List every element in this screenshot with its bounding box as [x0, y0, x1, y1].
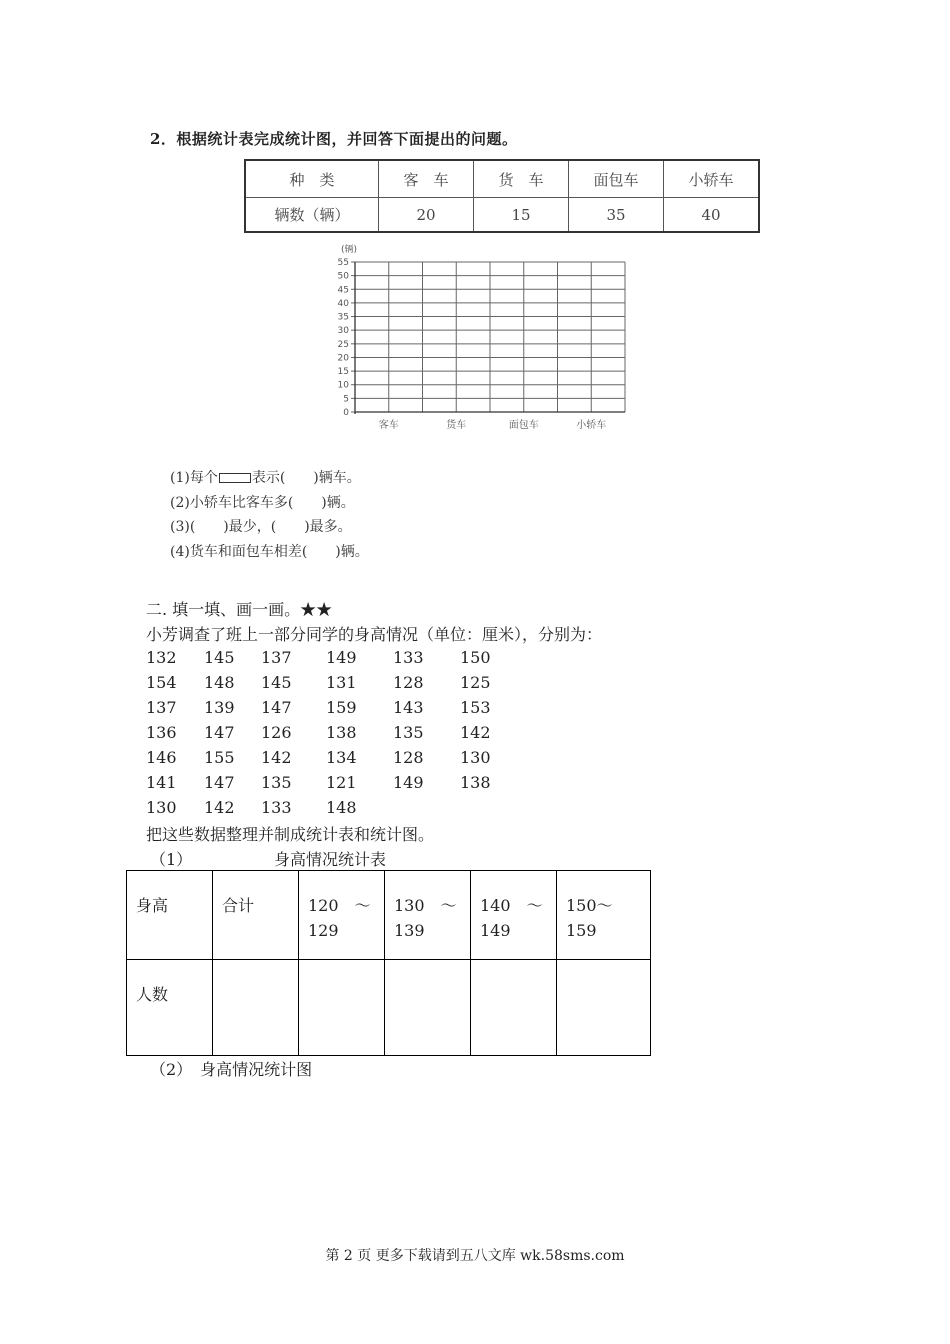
- section-2-intro: 小芳调查了班上一部分同学的身高情况（单位：厘米），分别为：: [146, 625, 603, 644]
- height-value: 138: [460, 773, 491, 792]
- height-value: 131: [326, 673, 357, 692]
- height-table-cell: 120 ～129: [299, 871, 385, 960]
- height-table-cell: 130 ～139: [385, 871, 471, 960]
- height-table-cell: 合计: [213, 871, 299, 960]
- y-tick-label: 55: [337, 258, 349, 268]
- question-2-title: 2．根据统计表完成统计图，并回答下面提出的问题。: [150, 130, 518, 148]
- vehicle-table-cell: 面包车: [569, 160, 664, 198]
- height-table-input-cell[interactable]: [299, 960, 385, 1056]
- question-1-suffix: 表示( )辆车。: [251, 470, 361, 486]
- height-value: 153: [460, 698, 491, 717]
- y-axis-unit-label: (辆): [341, 245, 358, 255]
- height-value: 146: [146, 748, 177, 767]
- y-tick-label: 0: [343, 408, 349, 418]
- vehicle-table-cell: 35: [569, 198, 664, 233]
- height-table-cell: 150～159: [557, 871, 651, 960]
- height-value: 154: [146, 673, 177, 692]
- height-value: 133: [261, 798, 292, 817]
- height-value: 125: [460, 673, 491, 692]
- height-stats-table: [126, 870, 651, 1056]
- height-value: 145: [204, 648, 235, 667]
- vehicle-table-count-row: [245, 198, 759, 233]
- vehicle-table-cell: 货 车: [474, 160, 569, 198]
- height-value: 149: [326, 648, 357, 667]
- question-list: [170, 466, 369, 564]
- height-value: 135: [261, 773, 292, 792]
- vehicle-table-cell: 20: [379, 198, 474, 233]
- chart-canvas: [320, 240, 640, 440]
- height-value: 133: [393, 648, 424, 667]
- page-footer: 第 2 页 更多下载请到五八文库 wk.58sms.com: [325, 1248, 625, 1264]
- part-1-title: 身高情况统计表: [274, 850, 387, 869]
- height-table-input-cell[interactable]: [471, 960, 557, 1056]
- height-value: 134: [326, 748, 357, 767]
- height-value: 147: [261, 698, 292, 717]
- height-table-count-row: [127, 960, 651, 1056]
- grid-cell-box-icon: [219, 473, 251, 483]
- part-2-label: （2） 身高情况统计图: [150, 1060, 313, 1079]
- question-4: (4)货车和面包车相差( )辆。: [170, 543, 369, 560]
- height-value: 148: [204, 673, 235, 692]
- y-tick-label: 35: [337, 312, 349, 323]
- section-2-heading: 二. 填一填、画一画。★★: [146, 600, 333, 619]
- y-tick-label: 25: [337, 339, 349, 350]
- question-2: (2)小轿车比客车多( )辆。: [170, 494, 355, 511]
- x-category-label: 小轿车: [576, 420, 607, 431]
- x-category-label: 面包车: [508, 420, 539, 431]
- height-value: 137: [261, 648, 292, 667]
- vehicle-table-cell: 小轿车: [664, 160, 760, 198]
- height-value: 126: [261, 723, 292, 742]
- y-tick-label: 30: [337, 326, 349, 337]
- vehicle-bar-chart: [320, 240, 640, 440]
- vehicle-table-cell: 15: [474, 198, 569, 233]
- height-value: 132: [146, 648, 177, 667]
- height-value: 136: [146, 723, 177, 742]
- x-category-label: 货车: [446, 420, 467, 431]
- height-value: 155: [204, 748, 235, 767]
- y-tick-label: 45: [337, 285, 349, 296]
- height-value: 135: [393, 723, 424, 742]
- height-table-cell: 140 ～149: [471, 871, 557, 960]
- height-value: 143: [393, 698, 424, 717]
- vehicle-stats-table: [244, 159, 760, 233]
- height-table-cell: 身高: [127, 871, 213, 960]
- height-value: 138: [326, 723, 357, 742]
- height-table-input-cell[interactable]: [557, 960, 651, 1056]
- question-3: (3)( )最少，( )最多。: [170, 519, 352, 535]
- height-table-header-row: [127, 871, 651, 960]
- vehicle-table-header-row: [245, 160, 759, 198]
- height-value: 137: [146, 698, 177, 717]
- y-tick-label: 10: [337, 380, 349, 391]
- vehicle-table-cell: 40: [664, 198, 760, 233]
- x-category-label: 客车: [378, 420, 399, 431]
- y-tick-label: 15: [337, 367, 349, 378]
- height-table-input-cell[interactable]: [213, 960, 299, 1056]
- height-value: 150: [460, 648, 491, 667]
- height-value: 159: [326, 698, 357, 717]
- part-1-label: （1）: [150, 850, 193, 869]
- height-value: 148: [326, 798, 357, 817]
- height-value: 147: [204, 773, 235, 792]
- y-tick-label: 50: [337, 271, 349, 282]
- height-value: 142: [204, 798, 235, 817]
- y-tick-label: 40: [337, 298, 349, 309]
- height-value: 149: [393, 773, 424, 792]
- height-value: 142: [460, 723, 491, 742]
- height-value: 128: [393, 748, 424, 767]
- question-1-prefix: (1)每个: [170, 470, 218, 486]
- vehicle-table-cell: 辆数（辆）: [245, 198, 379, 233]
- height-value: 139: [204, 698, 235, 717]
- vehicle-table-cell: 种 类: [245, 160, 379, 198]
- y-tick-label: 5: [343, 394, 349, 405]
- height-value: 145: [261, 673, 292, 692]
- height-value: 121: [326, 773, 357, 792]
- height-value: 128: [393, 673, 424, 692]
- height-table-input-cell[interactable]: [385, 960, 471, 1056]
- height-value: 130: [146, 798, 177, 817]
- height-value: 141: [146, 773, 177, 792]
- y-tick-label: 20: [337, 353, 349, 364]
- height-value: 142: [261, 748, 292, 767]
- question-1: [170, 466, 369, 491]
- height-value: 147: [204, 723, 235, 742]
- section-2-instruction: 把这些数据整理并制成统计表和统计图。: [146, 825, 435, 844]
- vehicle-table-cell: 客 车: [379, 160, 474, 198]
- height-value: 130: [460, 748, 491, 767]
- height-table-cell: 人数: [127, 960, 213, 1056]
